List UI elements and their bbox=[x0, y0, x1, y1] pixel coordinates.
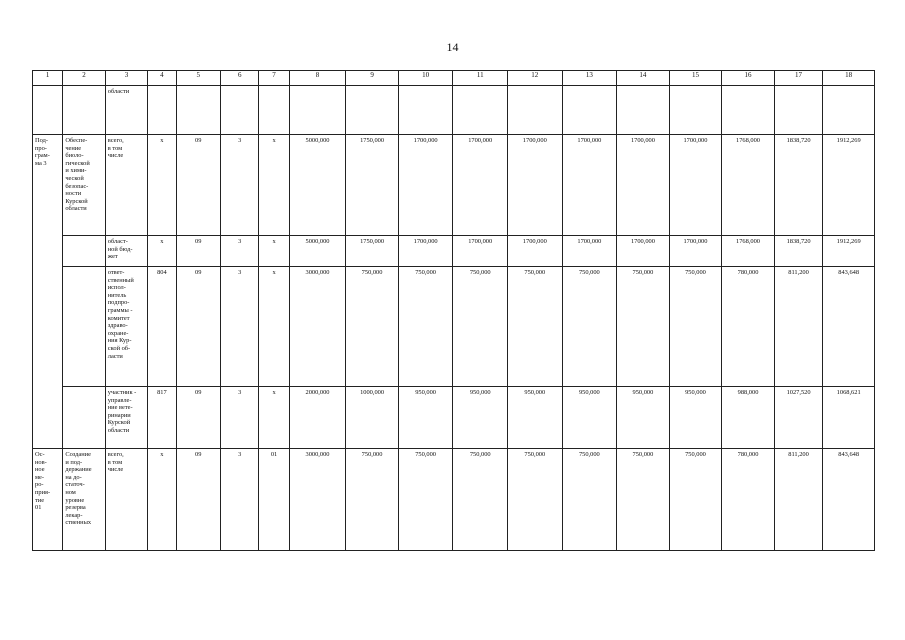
value-cell: 3 bbox=[220, 267, 258, 387]
budget-table bbox=[32, 70, 875, 551]
value-cell: 1700,000 bbox=[562, 135, 617, 236]
value-cell: 750,000 bbox=[346, 449, 399, 551]
column-number: 3 bbox=[105, 71, 147, 86]
value-cell: 843,648 bbox=[823, 267, 875, 387]
table-row bbox=[33, 236, 875, 267]
value-cell bbox=[148, 86, 176, 135]
value-cell bbox=[398, 86, 453, 135]
value-cell: 01 bbox=[259, 449, 289, 551]
value-cell bbox=[823, 86, 875, 135]
value-cell: 1912,269 bbox=[823, 135, 875, 236]
value-cell: 3 bbox=[220, 135, 258, 236]
value-cell: 1700,000 bbox=[669, 135, 722, 236]
column-number: 5 bbox=[176, 71, 220, 86]
value-cell: 09 bbox=[176, 135, 220, 236]
column-number: 18 bbox=[823, 71, 875, 86]
value-cell: 2000,000 bbox=[289, 387, 346, 449]
value-cell: х bbox=[148, 236, 176, 267]
program-name-cell: Создание и под- держание на до- статоч- ном уровне резерва лекар- ственных bbox=[63, 449, 105, 551]
value-cell: 1700,000 bbox=[562, 236, 617, 267]
value-cell: 950,000 bbox=[398, 387, 453, 449]
value-cell: 950,000 bbox=[669, 387, 722, 449]
value-cell: 5000,000 bbox=[289, 236, 346, 267]
column-number: 1 bbox=[33, 71, 63, 86]
value-cell bbox=[617, 86, 670, 135]
funding-source-cell: области bbox=[105, 86, 147, 135]
column-number: 2 bbox=[63, 71, 105, 86]
value-cell: х bbox=[259, 236, 289, 267]
value-cell: 950,000 bbox=[617, 387, 670, 449]
value-cell: 1700,000 bbox=[398, 135, 453, 236]
value-cell bbox=[774, 86, 823, 135]
funding-source-cell: всего, в том числе bbox=[105, 135, 147, 236]
value-cell: х bbox=[259, 267, 289, 387]
value-cell bbox=[562, 86, 617, 135]
value-cell bbox=[453, 86, 508, 135]
value-cell: 750,000 bbox=[346, 267, 399, 387]
column-number: 13 bbox=[562, 71, 617, 86]
column-number: 12 bbox=[508, 71, 563, 86]
value-cell: 1700,000 bbox=[398, 236, 453, 267]
program-status-cell: Ос- нов- ное ме- ро- прия- тие 01 bbox=[33, 449, 63, 551]
table-row bbox=[33, 449, 875, 551]
value-cell: 750,000 bbox=[453, 267, 508, 387]
value-cell: 780,000 bbox=[722, 449, 775, 551]
funding-source-cell: ответ- ственный испол- нитель подпро- граммы - комитет здраво- охране- ния Кур- ской об- ласти bbox=[105, 267, 147, 387]
value-cell: 1027,520 bbox=[774, 387, 823, 449]
funding-source-cell: област- ной бюд- жет bbox=[105, 236, 147, 267]
column-number: 11 bbox=[453, 71, 508, 86]
value-cell: 09 bbox=[176, 449, 220, 551]
value-cell: 750,000 bbox=[669, 449, 722, 551]
value-cell bbox=[176, 86, 220, 135]
column-number: 15 bbox=[669, 71, 722, 86]
program-status-cell bbox=[33, 86, 63, 135]
value-cell: 750,000 bbox=[562, 449, 617, 551]
value-cell: 750,000 bbox=[508, 267, 563, 387]
value-cell: 1838,720 bbox=[774, 135, 823, 236]
column-number: 16 bbox=[722, 71, 775, 86]
value-cell: 3 bbox=[220, 449, 258, 551]
value-cell: 1700,000 bbox=[453, 236, 508, 267]
value-cell: 804 bbox=[148, 267, 176, 387]
column-number: 14 bbox=[617, 71, 670, 86]
value-cell: 5000,000 bbox=[289, 135, 346, 236]
value-cell: 950,000 bbox=[453, 387, 508, 449]
column-number: 7 bbox=[259, 71, 289, 86]
value-cell: 750,000 bbox=[398, 267, 453, 387]
program-name-cell bbox=[63, 236, 105, 267]
value-cell: 09 bbox=[176, 236, 220, 267]
table-row bbox=[33, 267, 875, 387]
table-row bbox=[33, 86, 875, 135]
funding-source-cell: всего, в том числе bbox=[105, 449, 147, 551]
value-cell: 3 bbox=[220, 236, 258, 267]
value-cell: 750,000 bbox=[508, 449, 563, 551]
value-cell: 750,000 bbox=[398, 449, 453, 551]
value-cell: 950,000 bbox=[508, 387, 563, 449]
column-number: 10 bbox=[398, 71, 453, 86]
value-cell: 750,000 bbox=[617, 449, 670, 551]
program-name-cell: Обеспе- чение биоло- гической и хими- ческой безопас- ности Курской области bbox=[63, 135, 105, 236]
value-cell: х bbox=[148, 135, 176, 236]
table-row bbox=[33, 387, 875, 449]
value-cell: 1000,000 bbox=[346, 387, 399, 449]
value-cell: 811,200 bbox=[774, 267, 823, 387]
column-number-row bbox=[33, 71, 875, 86]
value-cell: х bbox=[148, 449, 176, 551]
page-number: 14 bbox=[446, 40, 459, 54]
value-cell: 750,000 bbox=[453, 449, 508, 551]
value-cell: 1768,000 bbox=[722, 236, 775, 267]
value-cell: 1700,000 bbox=[669, 236, 722, 267]
column-number: 8 bbox=[289, 71, 346, 86]
value-cell: 3 bbox=[220, 387, 258, 449]
value-cell: 1750,000 bbox=[346, 135, 399, 236]
value-cell: 1750,000 bbox=[346, 236, 399, 267]
value-cell bbox=[722, 86, 775, 135]
value-cell bbox=[289, 86, 346, 135]
table-row bbox=[33, 135, 875, 236]
value-cell: 1068,621 bbox=[823, 387, 875, 449]
program-name-cell bbox=[63, 86, 105, 135]
value-cell: 1700,000 bbox=[508, 236, 563, 267]
value-cell: 843,648 bbox=[823, 449, 875, 551]
value-cell: 750,000 bbox=[669, 267, 722, 387]
value-cell: 817 bbox=[148, 387, 176, 449]
value-cell: х bbox=[259, 387, 289, 449]
value-cell bbox=[259, 86, 289, 135]
funding-source-cell: участник - управле- ние вете- ринарии Курской области bbox=[105, 387, 147, 449]
column-number: 17 bbox=[774, 71, 823, 86]
value-cell: 09 bbox=[176, 387, 220, 449]
value-cell bbox=[508, 86, 563, 135]
value-cell: 1838,720 bbox=[774, 236, 823, 267]
program-name-cell bbox=[63, 267, 105, 387]
value-cell: 1912,269 bbox=[823, 236, 875, 267]
value-cell: 750,000 bbox=[562, 267, 617, 387]
column-number: 4 bbox=[148, 71, 176, 86]
value-cell bbox=[346, 86, 399, 135]
value-cell: 950,000 bbox=[562, 387, 617, 449]
value-cell bbox=[220, 86, 258, 135]
value-cell: 988,000 bbox=[722, 387, 775, 449]
value-cell: 3000,000 bbox=[289, 449, 346, 551]
value-cell bbox=[669, 86, 722, 135]
value-cell: 1700,000 bbox=[453, 135, 508, 236]
value-cell: 780,000 bbox=[722, 267, 775, 387]
column-number: 9 bbox=[346, 71, 399, 86]
value-cell: 3000,000 bbox=[289, 267, 346, 387]
value-cell: 1700,000 bbox=[617, 236, 670, 267]
program-name-cell bbox=[63, 387, 105, 449]
value-cell: 1700,000 bbox=[508, 135, 563, 236]
value-cell: 750,000 bbox=[617, 267, 670, 387]
column-number: 6 bbox=[220, 71, 258, 86]
value-cell: 1768,000 bbox=[722, 135, 775, 236]
value-cell: 09 bbox=[176, 267, 220, 387]
value-cell: 1700,000 bbox=[617, 135, 670, 236]
value-cell: 811,200 bbox=[774, 449, 823, 551]
value-cell: х bbox=[259, 135, 289, 236]
program-status-cell: Под- про- грам- ма 3 bbox=[33, 135, 63, 449]
